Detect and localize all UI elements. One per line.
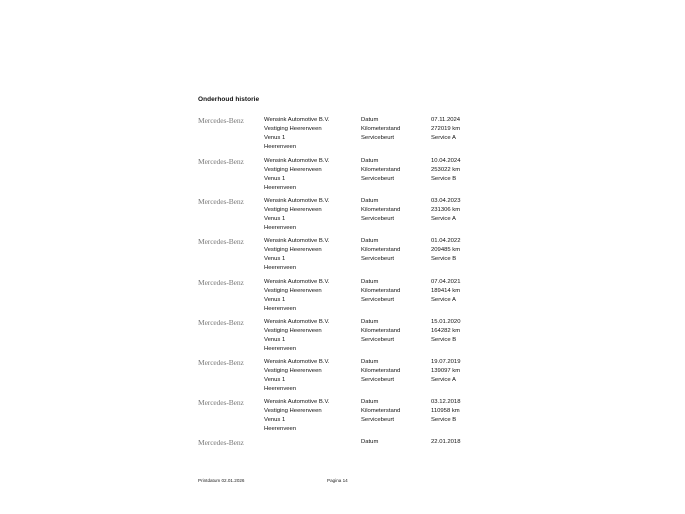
field-value: 19.07.2019 (431, 359, 461, 365)
field-label: Datum (361, 319, 379, 325)
dealer-address-line: Vestiging Heerenveen (264, 327, 322, 334)
mercedes-benz-logo: Mercedes-Benz (198, 438, 244, 447)
field-label: Servicebeurt (361, 255, 395, 262)
field-label: Datum (361, 439, 379, 445)
mercedes-benz-logo: Mercedes-Benz (198, 318, 244, 327)
field-value: Service A (431, 215, 456, 222)
field-value: 07.11.2024 (431, 117, 461, 123)
entry-labels-column (361, 116, 400, 143)
field-label: Servicebeurt (361, 416, 395, 423)
dealer-address-line: Venus 1 (264, 255, 286, 262)
dealer-address-line: Wensink Automotive B.V. (264, 279, 330, 285)
dealer-address-line: Vestiging Heerenveen (264, 287, 322, 294)
field-value: 253022 km (431, 166, 461, 173)
dealer-address-line: Venus 1 (264, 376, 286, 383)
dealer-address-line: Venus 1 (264, 134, 286, 141)
field-value: Service A (431, 296, 456, 303)
dealer-address-line: Wensink Automotive B.V. (264, 158, 330, 164)
dealer-address-line: Vestiging Heerenveen (264, 407, 322, 414)
dealer-address-line: Vestiging Heerenveen (264, 125, 322, 132)
dealer-address-line: Vestiging Heerenveen (264, 246, 322, 253)
field-value: 139097 km (431, 367, 461, 374)
entry-values-column (431, 197, 460, 224)
field-label: Servicebeurt (361, 175, 395, 182)
field-label: Datum (361, 158, 379, 164)
field-label: Datum (361, 359, 379, 365)
field-value: 07.04.2021 (431, 279, 461, 285)
dealer-address-line: Wensink Automotive B.V. (264, 359, 330, 365)
entry-dealer-column (264, 318, 330, 354)
dealer-address-line: Vestiging Heerenveen (264, 367, 322, 374)
field-label: Datum (361, 279, 379, 285)
entry-dealer-column (264, 358, 330, 394)
dealer-address-line: Wensink Automotive B.V. (264, 319, 330, 325)
field-label: Kilometerstand (361, 125, 401, 132)
field-value: 209485 km (431, 246, 461, 253)
service-entry (0, 318, 685, 354)
dealer-address-line: Wensink Automotive B.V. (264, 117, 330, 123)
dealer-address-line: Heerenveen (264, 425, 297, 432)
mercedes-benz-logo: Mercedes-Benz (198, 398, 244, 407)
field-value: Service B (431, 416, 457, 423)
field-value: 272019 km (431, 125, 461, 132)
entry-labels-column (361, 438, 378, 447)
field-value: 01.04.2022 (431, 238, 461, 244)
dealer-address-line: Wensink Automotive B.V. (264, 238, 330, 244)
entry-values-column (431, 116, 460, 143)
field-label: Servicebeurt (361, 296, 395, 303)
print-date: Printdatum 02.01.2026 (198, 478, 245, 483)
section-title: Onderhoud historie (198, 96, 260, 103)
mercedes-benz-logo: Mercedes-Benz (198, 358, 244, 367)
mercedes-benz-logo: Mercedes-Benz (198, 278, 244, 287)
field-label: Servicebeurt (361, 336, 395, 343)
field-value: Service A (431, 134, 456, 141)
field-value: 10.04.2024 (431, 158, 461, 164)
field-label: Datum (361, 238, 379, 244)
dealer-address-line: Heerenveen (264, 184, 297, 191)
dealer-address-line: Venus 1 (264, 416, 286, 423)
entry-labels-column (361, 278, 400, 305)
entry-values-column (431, 438, 460, 447)
field-label: Kilometerstand (361, 206, 401, 213)
entry-values-column (431, 318, 460, 345)
dealer-address-line: Venus 1 (264, 215, 286, 222)
field-label: Servicebeurt (361, 215, 395, 222)
field-label: Datum (361, 198, 379, 204)
service-entry (0, 157, 685, 193)
field-value: Service B (431, 336, 457, 343)
entry-values-column (431, 278, 460, 305)
entry-values-column (431, 398, 460, 425)
dealer-address-line: Venus 1 (264, 336, 286, 343)
dealer-address-line: Wensink Automotive B.V. (264, 399, 330, 405)
page-number: Pagina 14 (327, 478, 348, 483)
entry-labels-column (361, 358, 400, 385)
field-label: Datum (361, 117, 379, 123)
field-label: Datum (361, 399, 379, 405)
entry-labels-column (361, 398, 400, 425)
service-entry (0, 197, 685, 233)
field-value: 22.01.2018 (431, 439, 461, 445)
entry-labels-column (361, 157, 400, 184)
field-value: 03.04.2023 (431, 198, 461, 204)
field-label: Kilometerstand (361, 327, 401, 334)
dealer-address-line: Vestiging Heerenveen (264, 206, 322, 213)
field-value: 15.01.2020 (431, 319, 461, 325)
dealer-address-line: Heerenveen (264, 264, 297, 271)
service-entry (0, 398, 685, 434)
entry-values-column (431, 358, 460, 385)
dealer-address-line: Heerenveen (264, 305, 297, 312)
entry-values-column (431, 237, 460, 264)
field-label: Kilometerstand (361, 407, 401, 414)
entry-dealer-column (264, 157, 330, 193)
entry-labels-column (361, 197, 400, 224)
dealer-address-line: Venus 1 (264, 175, 286, 182)
field-value: Service B (431, 255, 457, 262)
field-label: Kilometerstand (361, 166, 401, 173)
service-entry (0, 438, 685, 474)
field-label: Kilometerstand (361, 246, 401, 253)
entry-dealer-column (264, 197, 330, 233)
entry-dealer-column (264, 237, 330, 273)
service-entry (0, 237, 685, 273)
service-entry (0, 278, 685, 314)
dealer-address-line: Heerenveen (264, 385, 297, 392)
field-label: Kilometerstand (361, 367, 401, 374)
mercedes-benz-logo: Mercedes-Benz (198, 237, 244, 246)
dealer-address-line: Wensink Automotive B.V. (264, 198, 330, 204)
entry-dealer-column (264, 278, 330, 314)
entry-dealer-column (264, 398, 330, 434)
field-value: Service B (431, 175, 457, 182)
dealer-address-line: Vestiging Heerenveen (264, 166, 322, 173)
field-value: 110958 km (431, 407, 460, 414)
service-entry (0, 358, 685, 394)
field-label: Servicebeurt (361, 376, 395, 383)
dealer-address-line: Venus 1 (264, 296, 286, 303)
field-value: Service A (431, 376, 456, 383)
dealer-address-line: Heerenveen (264, 143, 297, 150)
mercedes-benz-logo: Mercedes-Benz (198, 157, 244, 166)
dealer-address-line: Heerenveen (264, 224, 297, 231)
field-value: 03.12.2018 (431, 399, 461, 405)
entry-labels-column (361, 237, 400, 264)
field-label: Servicebeurt (361, 134, 395, 141)
service-entry (0, 116, 685, 152)
entry-dealer-column (264, 116, 330, 152)
field-value: 189414 km (431, 287, 461, 294)
field-value: 231306 km (431, 206, 461, 213)
field-label: Kilometerstand (361, 287, 401, 294)
entry-labels-column (361, 318, 400, 345)
mercedes-benz-logo: Mercedes-Benz (198, 197, 244, 206)
entry-values-column (431, 157, 460, 184)
dealer-address-line: Heerenveen (264, 345, 297, 352)
mercedes-benz-logo: Mercedes-Benz (198, 116, 244, 125)
field-value: 164282 km (431, 327, 461, 334)
